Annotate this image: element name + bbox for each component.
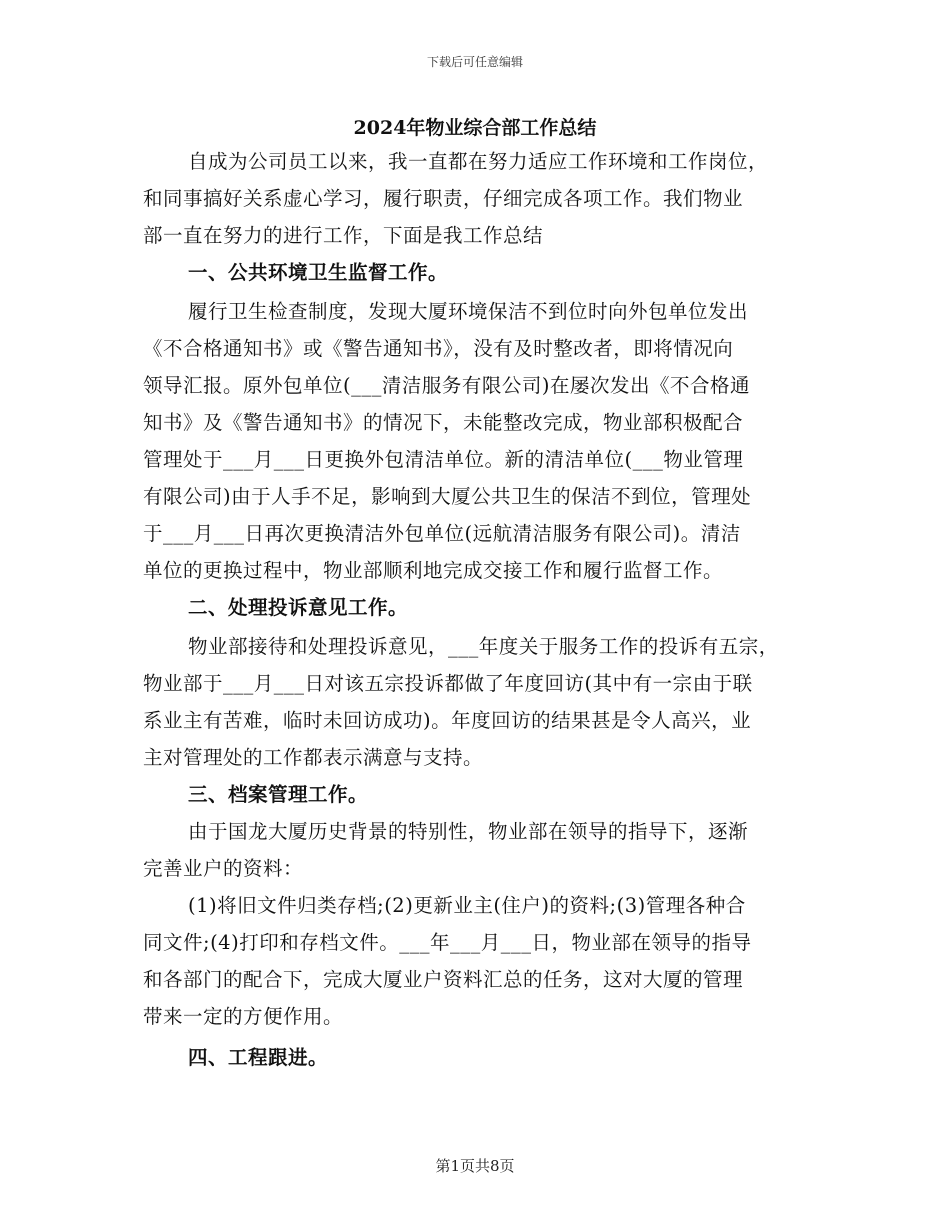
section-heading-1: 一、公共环境卫生监督工作。 <box>188 261 449 284</box>
paragraph-line: 主对管理处的工作都表示满意与支持。 <box>143 746 484 769</box>
document-title: 2024年物业综合部工作总结 <box>353 117 597 139</box>
paragraph-line: 《不合格通知书》或《警告通知书》，没有及时整改者，即将情况向 <box>143 337 734 360</box>
paragraph-line: 管理处于___月___日更换外包清洁单位。新的清洁单位(___物业管理 <box>143 448 744 471</box>
paragraph-line: 有限公司)由于人手不足，影响到大厦公共卫生的保洁不到位，管理处 <box>143 485 752 508</box>
paragraph-line: 完善业户的资料： <box>143 857 304 880</box>
paragraph-line: 自成为公司员工以来，我一直都在努力适应工作环境和工作岗位， <box>188 150 769 173</box>
paragraph-line: 物业部于___月___日对该五宗投诉都做了年度回访(其中有一宗由于联 <box>143 672 753 695</box>
paragraph-line: 部一直在努力的进行工作，下面是我工作总结 <box>143 224 544 247</box>
paragraph-line: 带来一定的方便作用。 <box>143 1005 344 1028</box>
page-footer: 第1页共8页 <box>435 1157 515 1175</box>
paragraph-line: 知书》及《警告通知书》的情况下，未能整改完成，物业部积极配合 <box>143 411 744 434</box>
paragraph-line: 和各部门的配合下，完成大厦业户资料汇总的任务，这对大厦的管理 <box>143 968 744 991</box>
paragraph-line: 同文件;(4)打印和存档文件。___年___月___日，物业部在领导的指导 <box>143 931 752 954</box>
paragraph-line: 系业主有苦难，临时未回访成功)。年度回访的结果甚是令人高兴，业 <box>143 709 752 732</box>
paragraph-line: 由于国龙大厦历史背景的特别性，物业部在领导的指导下，逐渐 <box>188 820 749 843</box>
paragraph-line: 物业部接待和处理投诉意见，___年度关于服务工作的投诉有五宗， <box>188 635 779 658</box>
paragraph-line: 履行卫生检查制度，发现大厦环境保洁不到位时向外包单位发出 <box>188 300 749 323</box>
paragraph-line: 于___月___日再次更换清洁外包单位(远航清洁服务有限公司)。清洁 <box>143 522 741 545</box>
paragraph-line: 单位的更换过程中，物业部顺利地完成交接工作和履行监督工作。 <box>143 559 724 582</box>
paragraph-line: 领导汇报。原外包单位(___清洁服务有限公司)在屡次发出《不合格通 <box>143 374 750 397</box>
section-heading-4: 四、工程跟进。 <box>188 1046 329 1069</box>
paragraph-line: 和同事搞好关系虚心学习，履行职责，仔细完成各项工作。我们物业 <box>143 187 744 210</box>
page-header: 下载后可任意编辑 <box>426 55 523 69</box>
paragraph-line: (1)将旧文件归类存档;(2)更新业主(住户)的资料;(3)管理各种合 <box>188 894 746 917</box>
section-heading-3: 三、档案管理工作。 <box>188 783 369 806</box>
section-heading-2: 二、处理投诉意见工作。 <box>188 596 409 619</box>
